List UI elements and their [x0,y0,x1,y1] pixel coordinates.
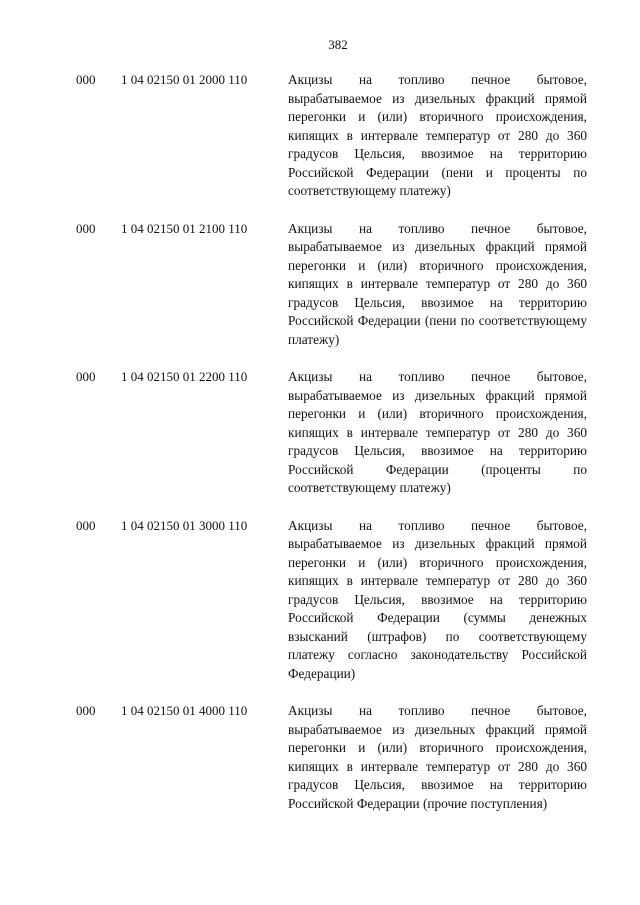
row-description: Акцизы на топливо печное бытовое, вырабатываемое из дизельных фракций прямой перегонки и (или) вторичного происхождения, кипящих в интервале температур от 280 до 360 градусов Цельсия, ввозимое на территорию Российской Федерации (проценты по соответствующему платежу) [288,369,587,495]
budget-code-table [0,71,640,832]
budget-classification-code: 1 04 02150 01 2200 110 [121,369,248,384]
row-description: Акцизы на топливо печное бытовое, вырабатываемое из дизельных фракций прямой перегонки и (или) вторичного происхождения, кипящих в интервале температур от 280 до 360 градусов Цельсия, ввозимое на территорию Российской Федерации (пени по соответствующему платежу) [288,220,587,347]
budget-classification-code: 1 04 02150 01 4000 110 [121,703,248,718]
table-row [0,71,640,201]
table-row [0,517,640,684]
row-description: Акцизы на топливо печное бытовое, вырабатываемое из дизельных фракций прямой перегонки и (или) вторичного происхождения, кипящих в интервале температур от 280 до 360 градусов Цельсия, ввозимое на территорию Российской Федерации (прочие поступления) [288,703,587,811]
table-row [0,368,640,498]
budget-classification-code: 1 04 02150 01 2000 110 [121,72,248,87]
admin-code: 000 [76,517,96,533]
admin-code: 000 [76,220,96,236]
admin-code: 000 [76,369,96,384]
row-description: Акцизы на топливо печное бытовое, вырабатываемое из дизельных фракций прямой перегонки и (или) вторичного происхождения, кипящих в интервале температур от 280 до 360 градусов Цельсия, ввозимое на территорию Российской Федерации (суммы денежных взысканий (штрафов) по соответствующему платежу согласно законодательству Российской Федерации) [288,517,587,681]
budget-classification-code: 1 04 02150 01 3000 110 [121,517,248,533]
page-number: 382 [328,37,348,52]
admin-code: 000 [76,72,96,87]
admin-code: 000 [76,703,96,718]
table-row [0,702,640,813]
budget-classification-code: 1 04 02150 01 2100 110 [121,220,248,236]
row-description: Акцизы на топливо печное бытовое, вырабатываемое из дизельных фракций прямой перегонки и (или) вторичного происхождения, кипящих в интервале температур от 280 до 360 градусов Цельсия, ввозимое на территорию Российской Федерации (пени и проценты по соответствующему платежу) [288,72,587,198]
table-row [0,220,640,350]
